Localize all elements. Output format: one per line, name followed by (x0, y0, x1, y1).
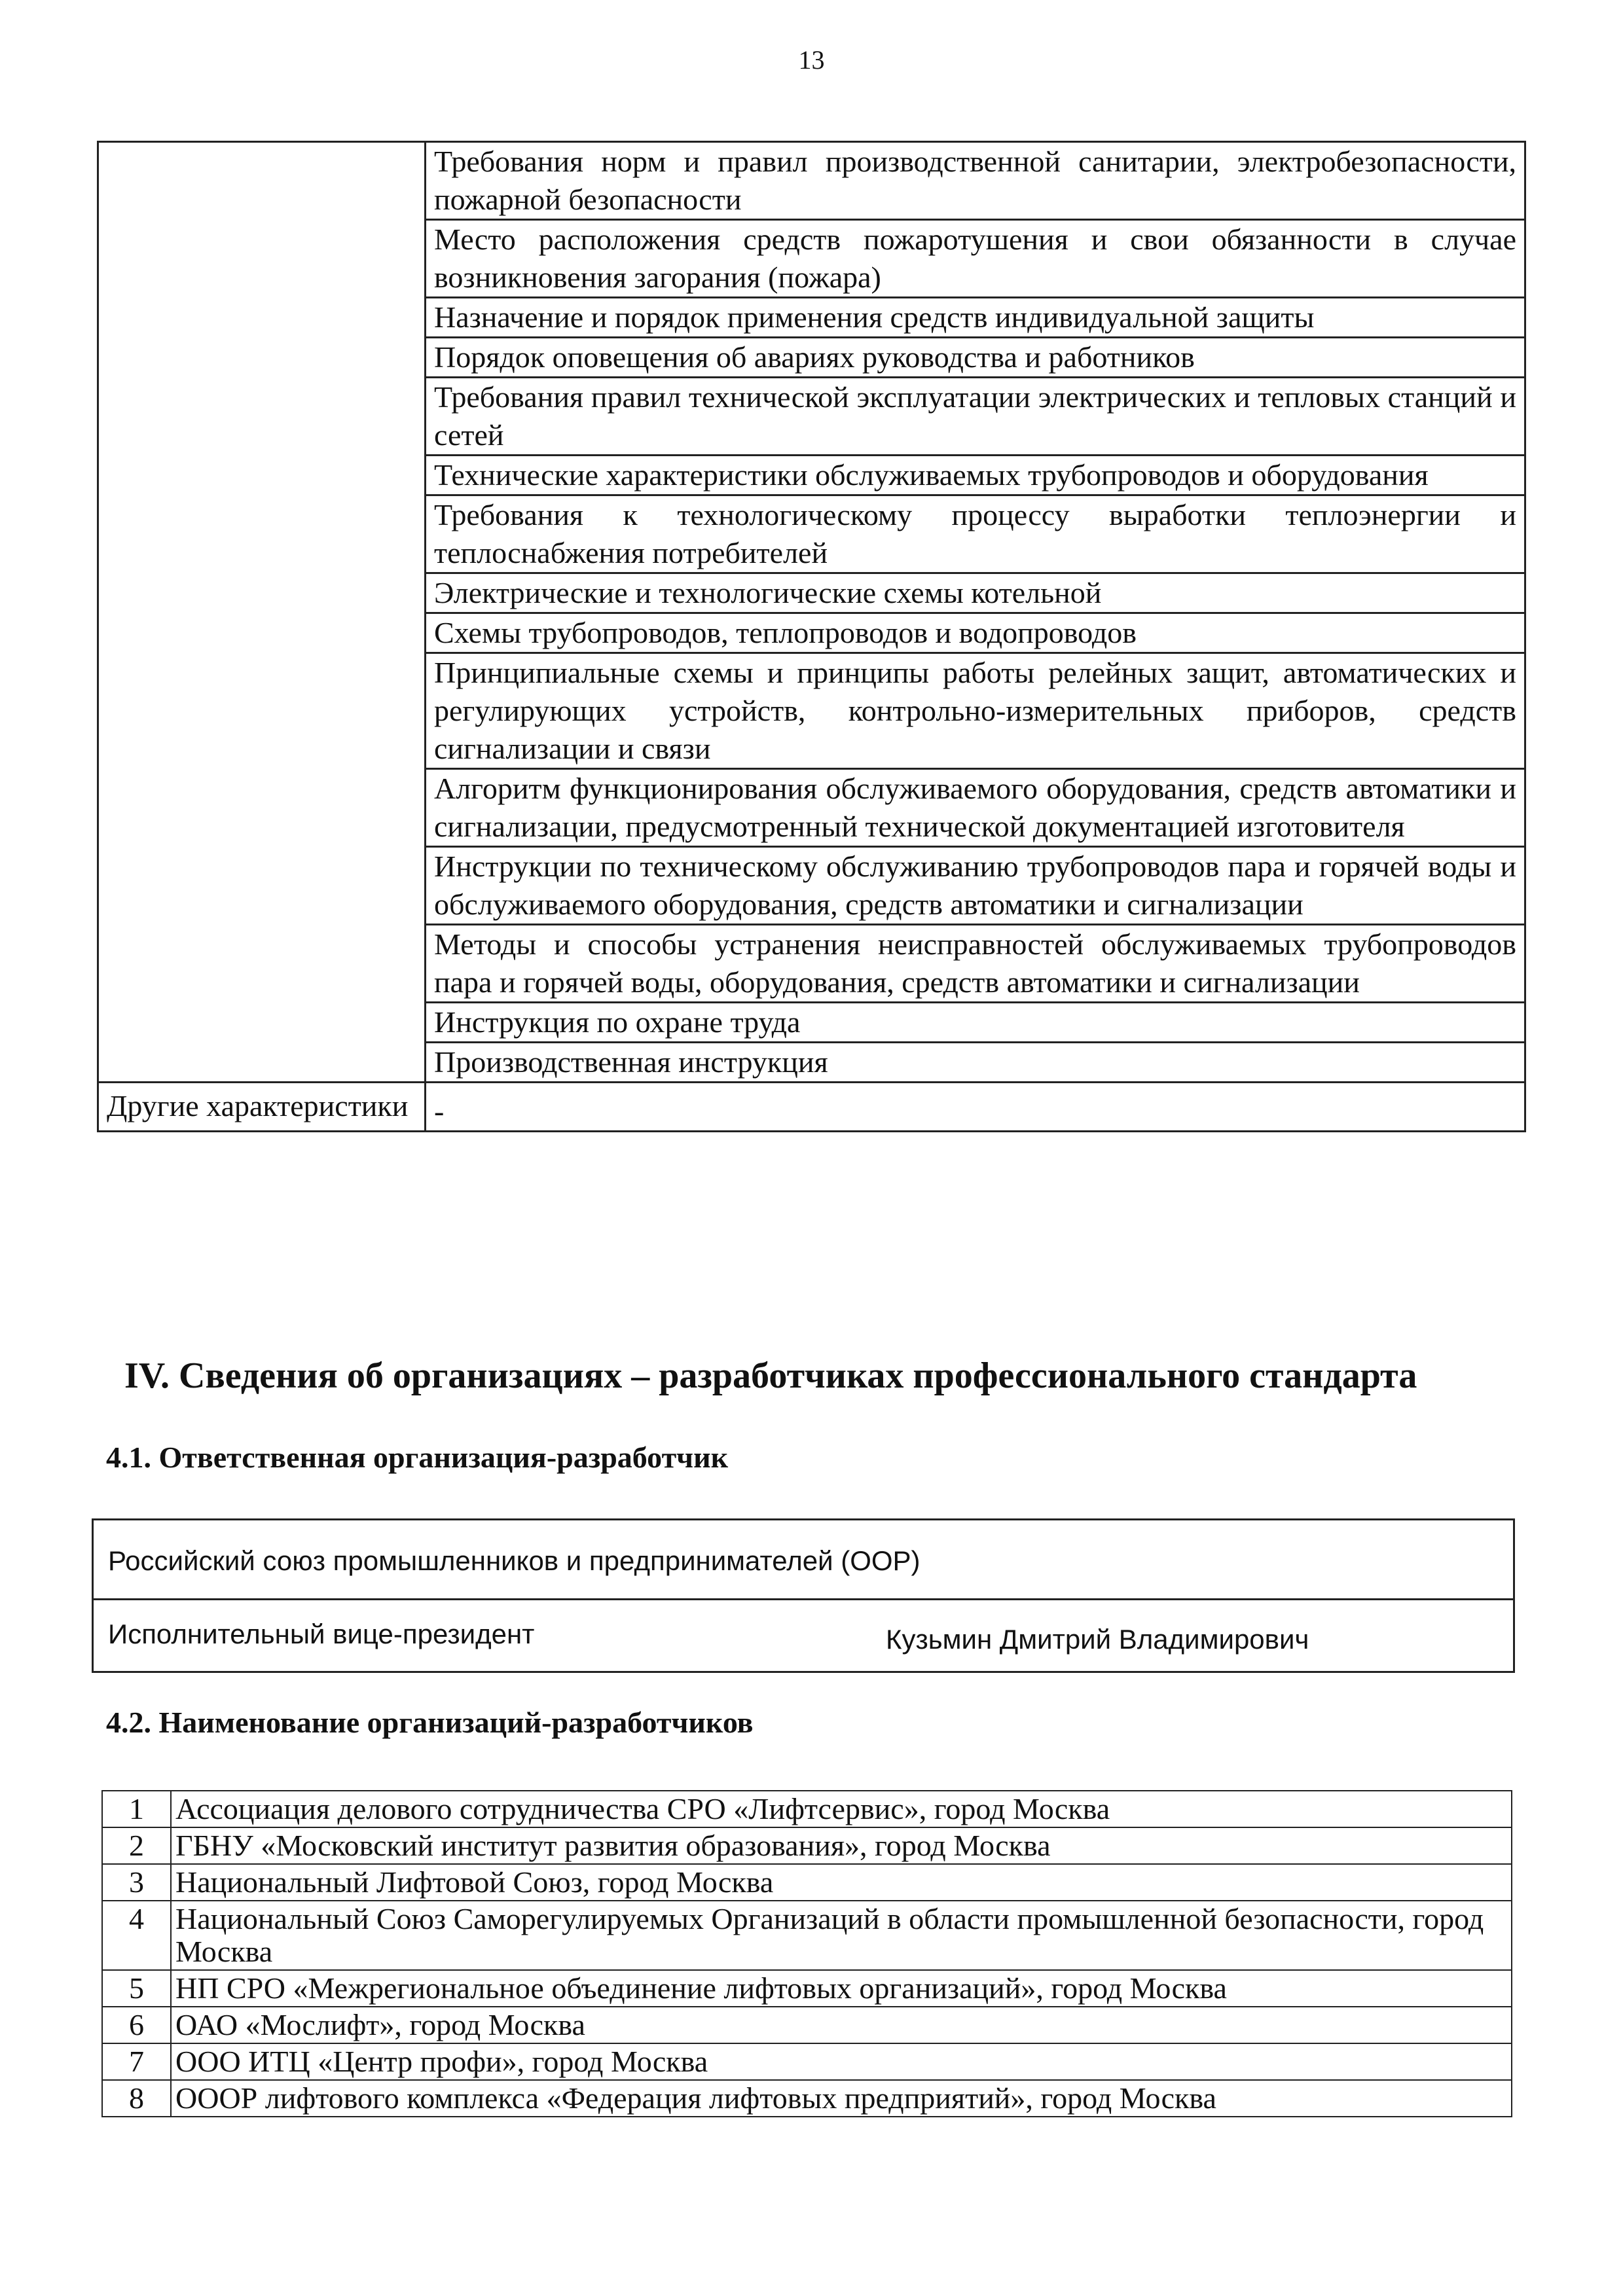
signatory-position: Исполнительный вице-президент (108, 1619, 535, 1649)
table-cell-empty (98, 142, 426, 1083)
table-row (102, 1864, 1512, 1901)
requirement-item: Требования норм и правил производственной санитарии, электробезопасности, пожарной безопасности (426, 142, 1525, 220)
requirement-item: Порядок оповещения об авариях руководства и работников (426, 338, 1525, 378)
section-heading: IV. Сведения об организациях – разработчиках профессионального стандарта (124, 1355, 1417, 1396)
developer-orgs-heading: 4.2. Наименование организаций-разработчиков (106, 1706, 754, 1739)
row-number: 4 (102, 1901, 171, 1970)
organization-name: ООО ИТЦ «Центр профи», город Москва (171, 2043, 1512, 2080)
signatory-name: Кузьмин Дмитрий Владимирович (886, 1624, 1309, 1655)
organization-name: ГБНУ «Московский институт развития образования», город Москва (171, 1827, 1512, 1864)
developer-orgs-table (101, 1790, 1512, 2117)
organization-name: ОООР лифтового комплекса «Федерация лифтовых предприятий», город Москва (171, 2080, 1512, 2117)
organization-name: НП СРО «Межрегиональное объединение лифтовых организаций», город Москва (171, 1970, 1512, 2007)
requirement-item: Производственная инструкция (426, 1043, 1525, 1083)
row-number: 5 (102, 1970, 171, 2007)
organization-name: ОАО «Мослифт», город Москва (171, 2007, 1512, 2043)
requirement-item: Назначение и порядок применения средств индивидуальной защиты (426, 298, 1525, 338)
table-row (102, 1970, 1512, 2007)
requirement-item: Технические характеристики обслуживаемых трубопроводов и оборудования (426, 456, 1525, 495)
other-characteristics-label: Другие характеристики (98, 1083, 426, 1132)
requirement-item: Инструкции по техническому обслуживанию трубопроводов пара и горячей воды и обслуживаемого оборудования, средств автоматики и сигнализации (426, 847, 1525, 925)
requirement-item: Методы и способы устранения неисправностей обслуживаемых трубопроводов пара и горячей воды, оборудования, средств автоматики и сигнализации (426, 925, 1525, 1003)
requirement-item: Электрические и технологические схемы котельной (426, 573, 1525, 613)
table-row (102, 2080, 1512, 2117)
organization-name: Национальный Союз Саморегулируемых Организаций в области промышленной безопасности, город Москва (171, 1901, 1512, 1970)
requirement-item: Алгоритм функционирования обслуживаемого оборудования, средств автоматики и сигнализации, предусмотренный технической документацией изготовителя (426, 769, 1525, 847)
row-number: 6 (102, 2007, 171, 2043)
requirement-item: Принципиальные схемы и принципы работы релейных защит, автоматических и регулирующих устройств, контрольно-измерительных приборов, средств сигнализации и связи (426, 653, 1525, 769)
row-number: 3 (102, 1864, 171, 1901)
responsible-org-box (92, 1518, 1515, 1673)
responsible-org-heading: 4.1. Ответственная организация-разработчик (106, 1441, 729, 1474)
requirement-item: Место расположения средств пожаротушения и свои обязанности в случае возникновения загорания (пожара) (426, 220, 1525, 298)
table-row (102, 1827, 1512, 1864)
row-number: 1 (102, 1791, 171, 1827)
table-row (102, 2007, 1512, 2043)
other-characteristics-value: - (426, 1083, 1525, 1132)
requirement-item: Требования к технологическому процессу выработки теплоэнергии и теплоснабжения потребителей (426, 495, 1525, 573)
table-row (102, 1791, 1512, 1827)
row-number: 8 (102, 2080, 171, 2117)
requirement-item: Инструкция по охране труда (426, 1003, 1525, 1043)
row-number: 2 (102, 1827, 171, 1864)
requirement-item: Требования правил технической эксплуатации электрических и тепловых станций и сетей (426, 378, 1525, 456)
requirement-item: Схемы трубопроводов, теплопроводов и водопроводов (426, 613, 1525, 653)
organization-name: Ассоциация делового сотрудничества СРО «Лифтсервис», город Москва (171, 1791, 1512, 1827)
row-number: 7 (102, 2043, 171, 2080)
table-row (98, 142, 1525, 220)
table-row (98, 1083, 1525, 1132)
table-row (102, 1901, 1512, 1970)
requirements-table (97, 141, 1526, 1132)
signatory-row (94, 1600, 1513, 1672)
table-row (102, 2043, 1512, 2080)
organization-name: Российский союз промышленников и предпринимателей (ООР) (94, 1520, 1513, 1600)
page-number: 13 (798, 45, 825, 75)
organization-name: Национальный Лифтовой Союз, город Москва (171, 1864, 1512, 1901)
